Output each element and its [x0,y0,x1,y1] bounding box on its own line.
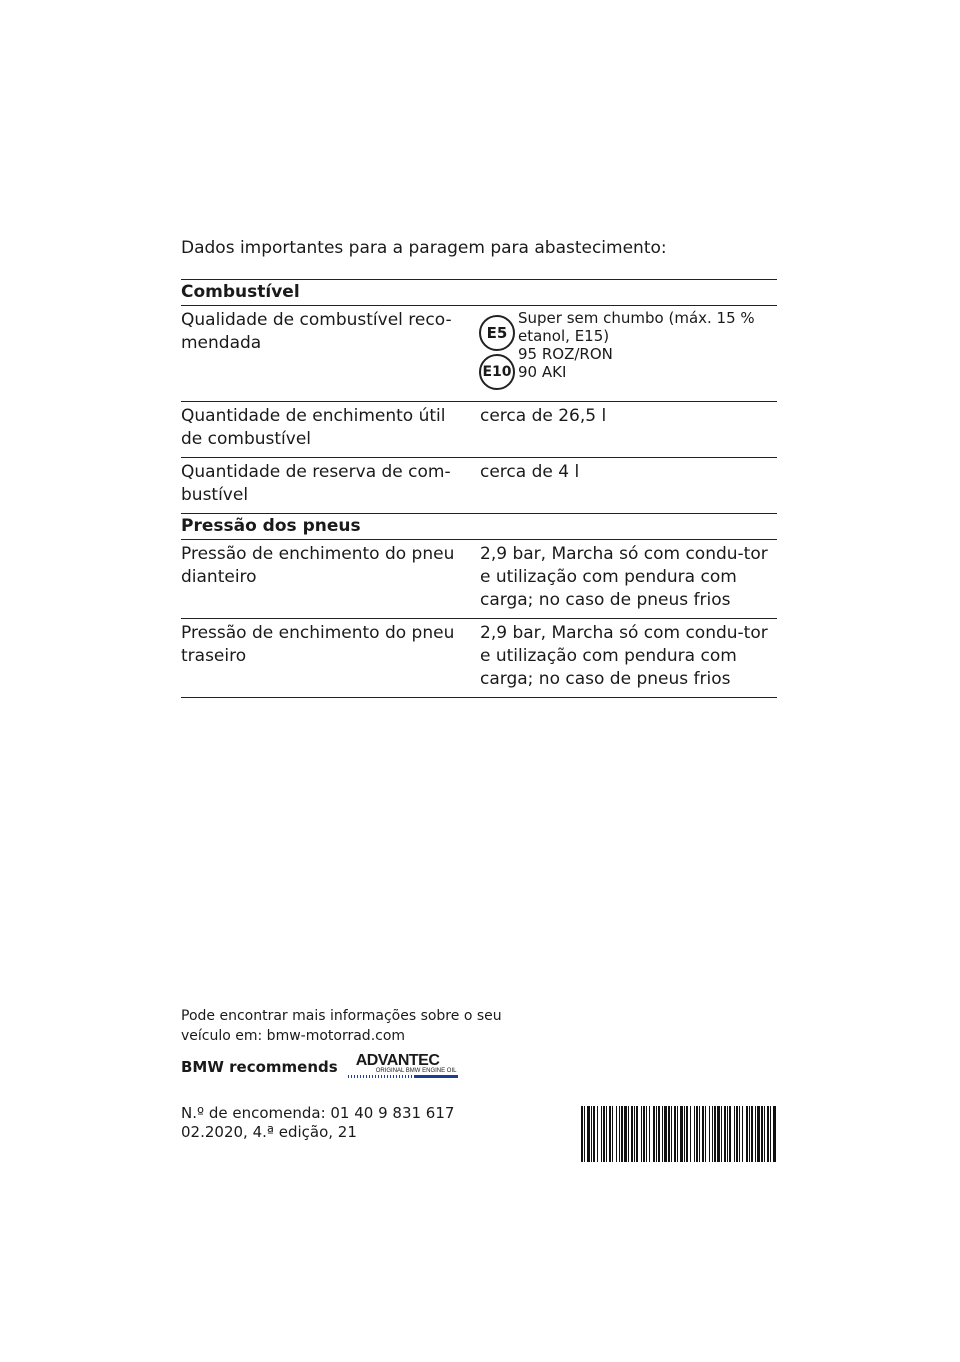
rear-tire-value: 2,9 bar, Marcha só com condu-tor e utilização com pendura com carga; no caso de pneus frios [480,623,768,689]
barcode-bar [621,1106,623,1162]
fuel-reserve-label: Quantidade de reserva de com-bustível [181,462,451,505]
barcode-bar [684,1106,685,1162]
barcode-bar [641,1106,642,1162]
barcode-bar [674,1106,676,1162]
barcode-bar [593,1106,595,1162]
barcode-bar [636,1106,638,1162]
barcode-bar [755,1106,756,1162]
barcode-bar [643,1106,645,1162]
fuel-quality-label: Qualidade de combustível reco-mendada [181,310,452,353]
barcode-bar [686,1106,688,1162]
barcode-bar [749,1106,750,1162]
tire-heading: Pressão dos pneus [181,513,777,539]
barcode-bar [699,1106,700,1162]
barcode-bar [619,1106,620,1162]
barcode-bar [628,1106,629,1162]
intro-text: Dados importantes para a paragem para abastecimento: [181,238,667,258]
barcode-bar [739,1106,740,1162]
advantec-logo-name: ADVANTEC [355,1052,440,1069]
fuel-quality-line: 90 AKI [518,363,567,381]
advantec-logo-sub: ORIGINAL BMW ENGINE OIL [375,1068,457,1074]
fuel-capacity-row [181,401,777,457]
front-tire-label: Pressão de enchimento do pneu dianteiro [181,544,455,587]
table-bottom-rule [181,697,777,698]
barcode-bar [770,1106,771,1162]
rear-tire-label: Pressão de enchimento do pneu traseiro [181,623,455,666]
front-tire-value: 2,9 bar, Marcha só com condu-tor e utilização com pendura com carga; no caso de pneus frios [480,544,768,610]
barcode-bar [742,1106,743,1162]
barcode-bar [724,1106,726,1162]
barcode-bar [727,1106,728,1162]
barcode-bar [624,1106,627,1162]
barcode-bar [717,1106,720,1162]
e5-fuel-icon: E5 [479,315,515,351]
barcode-bar [646,1106,647,1162]
barcode-bar [591,1106,592,1162]
barcode-bar [757,1106,760,1162]
fuel-icons [476,309,518,393]
barcode-bar [751,1106,753,1162]
advantec-logo [348,1052,458,1078]
front-tire-row [181,539,777,618]
barcode-bar [664,1106,667,1162]
barcode-bar [736,1106,738,1162]
rear-tire-row [181,618,777,697]
barcode-bar [705,1106,706,1162]
barcode-bar [714,1106,716,1162]
fuel-reserve-value: cerca de 4 l [480,462,580,482]
fuel-quality-value [518,309,777,393]
barcode-bar [662,1106,663,1162]
barcode-bar [612,1106,613,1162]
barcode-bar [694,1106,695,1162]
barcode [581,1106,777,1162]
barcode-bar [709,1106,710,1162]
barcode-bar [584,1106,585,1162]
barcode-bar [764,1106,765,1162]
barcode-bar [658,1106,660,1162]
barcode-bar [721,1106,722,1162]
barcode-bar [702,1106,704,1162]
fuel-quality-line: Super sem chumbo (máx. 15 % [518,309,755,327]
barcode-bar [603,1106,605,1162]
e10-fuel-icon: E10 [479,354,515,390]
barcode-bar [767,1106,769,1162]
fuel-quality-line: 95 ROZ/RON [518,345,613,363]
barcode-bar [696,1106,698,1162]
fuel-capacity-value: cerca de 26,5 l [480,406,607,426]
barcode-bar [773,1106,776,1162]
barcode-bar [690,1106,691,1162]
barcode-bar [601,1106,602,1162]
barcode-bar [634,1106,635,1162]
barcode-bar [671,1106,672,1162]
order-number: N.º de encomenda: 01 40 9 831 617 [181,1104,455,1122]
edition-info: 02.2020, 4.ª edição, 21 [181,1123,357,1141]
barcode-bar [631,1106,633,1162]
barcode-bar [616,1106,617,1162]
barcode-bar [609,1106,611,1162]
fuel-quality-row [181,305,777,401]
fuel-quality-line: etanol, E15) [518,327,610,345]
barcode-bar [746,1106,748,1162]
barcode-bar [734,1106,735,1162]
barcode-bar [597,1106,598,1162]
barcode-bar [729,1106,731,1162]
fuel-reserve-row [181,457,777,513]
barcode-bar [649,1106,650,1162]
barcode-bar [587,1106,590,1162]
recommend-block [181,1052,458,1078]
barcode-bar [761,1106,763,1162]
advantec-logo-bar [348,1075,458,1078]
barcode-bar [712,1106,713,1162]
barcode-bar [653,1106,655,1162]
barcode-bar [656,1106,657,1162]
barcode-bar [668,1106,670,1162]
barcode-bar [606,1106,607,1162]
barcode-bar [677,1106,678,1162]
order-info [181,1104,454,1142]
fuel-heading: Combustível [181,279,777,305]
barcode-bar [680,1106,683,1162]
recommend-label: BMW recommends [181,1058,338,1076]
fuel-capacity-label: Quantidade de enchimento útil de combustível [181,406,446,449]
spec-table [181,279,777,698]
barcode-bar [581,1106,583,1162]
footer-note: Pode encontrar mais informações sobre o seu veículo em: bmw-motorrad.com [181,1008,502,1044]
